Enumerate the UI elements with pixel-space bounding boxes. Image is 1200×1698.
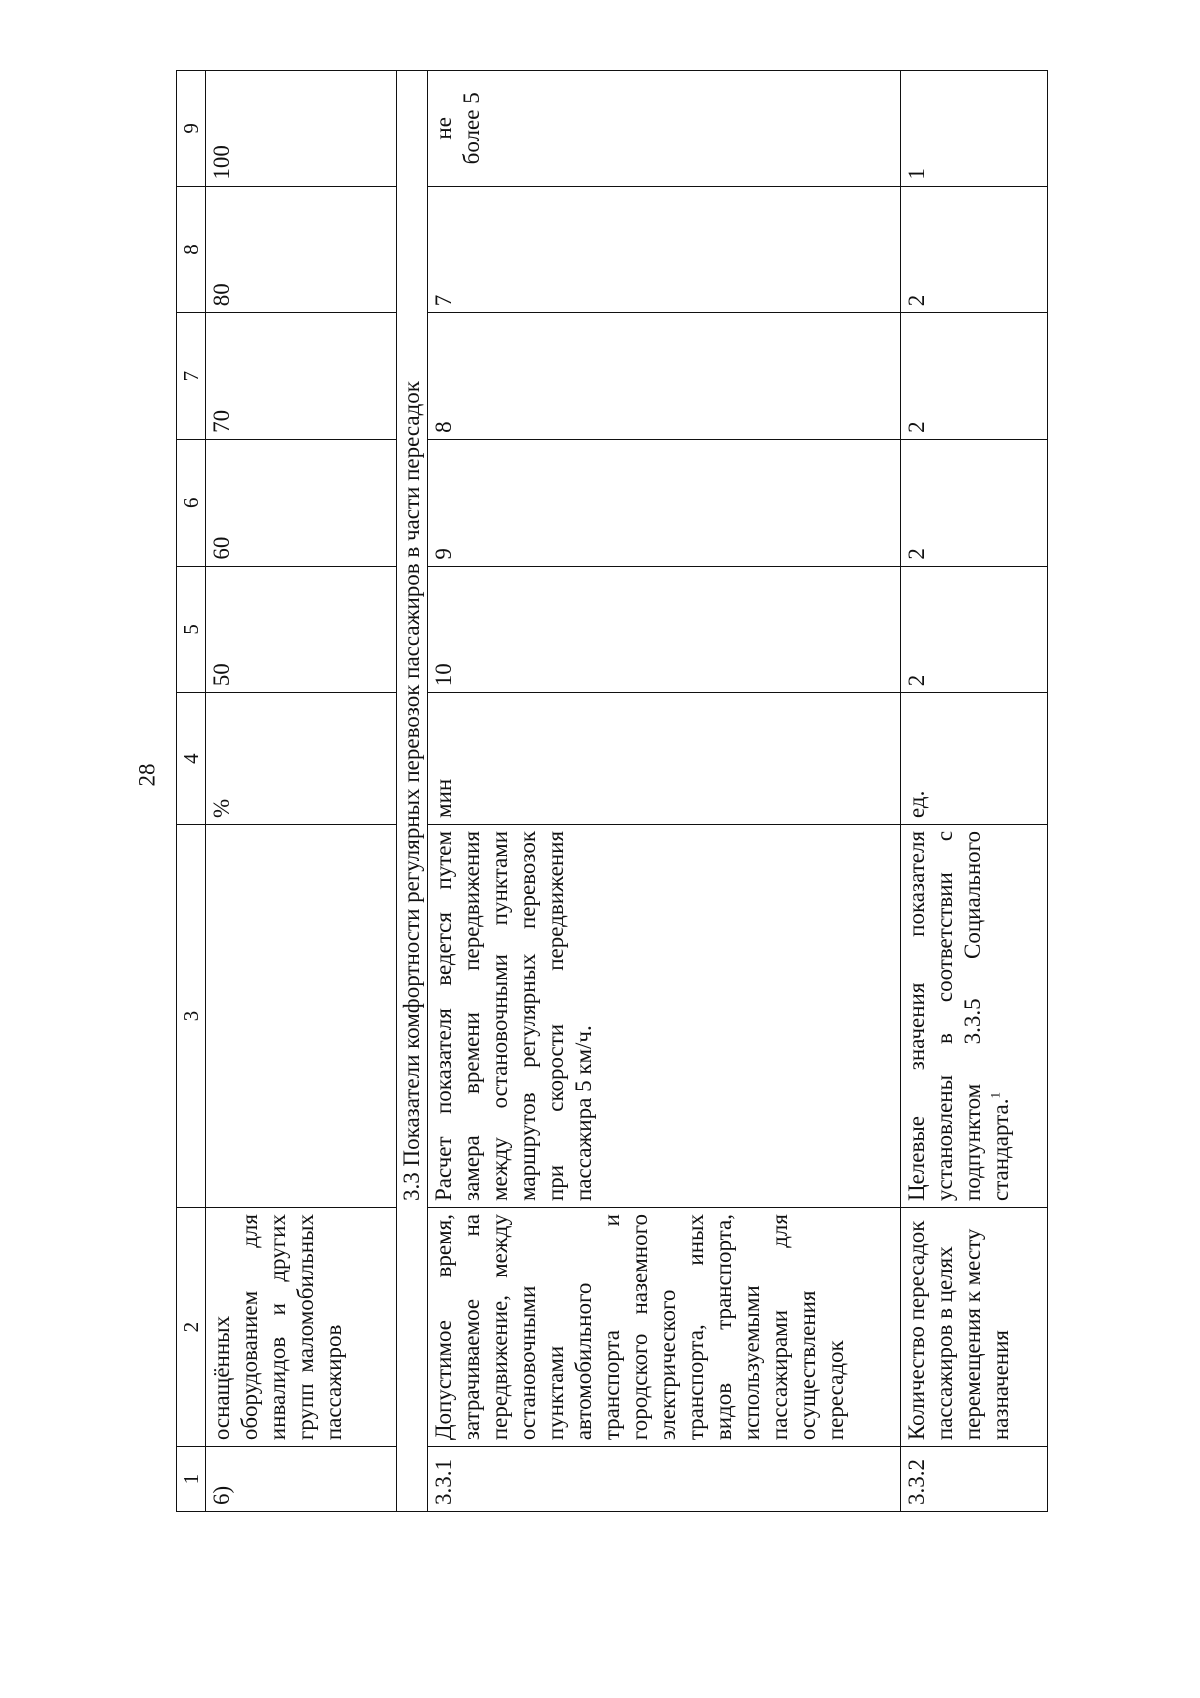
row-3-3-2-value-7: 2: [901, 313, 1048, 440]
row-3-3-2-method-last: стандарта.: [988, 1098, 1013, 1202]
row-3-3-1-method-line: Расчет показателя ведется путем: [431, 830, 456, 1202]
row-3-3-1-method-line: замера времени передвижения: [459, 830, 484, 1202]
row-3-3-1-name: [428, 1208, 901, 1447]
row-3-3-2-method-line: [987, 831, 1015, 1201]
row-3-3-1-value-6: 9: [428, 439, 901, 566]
row-3-3-1-name-line: осуществления: [795, 1290, 820, 1441]
row-6-value-9: 100: [206, 71, 397, 187]
row-3-3-2-value-9: 1: [901, 71, 1048, 187]
row-3-3-1-name-line: городского наземного: [627, 1214, 652, 1441]
row-6-unit: %: [206, 693, 397, 825]
row-3-3-1-name-line: видов транспорта,: [711, 1214, 736, 1441]
indicator-table-rotated: [176, 70, 1026, 1512]
row-3-3-1-name-line: пересадок: [823, 1340, 848, 1441]
row-3-3-1-value-7: 8: [428, 313, 901, 440]
row-3-3-1-method-line: пассажира 5 км/ч.: [571, 1025, 596, 1202]
row-3-3-2-method: [901, 824, 1048, 1207]
row-3-3-1-value-8: 7: [428, 186, 901, 313]
row-6-value-5: 50: [206, 566, 397, 693]
row-6-value-8: 80: [206, 186, 397, 313]
row-3-3-2-value-6: 2: [901, 439, 1048, 566]
column-number-row: [177, 71, 206, 1512]
row-6-value-6: 60: [206, 439, 397, 566]
col-number-1: 1: [177, 1447, 206, 1512]
col-number-5: 5: [177, 566, 206, 693]
col-number-3: 3: [177, 824, 206, 1207]
row-3-3-1-name-line: пунктами: [543, 1345, 568, 1441]
row-3-3-1-id: 3.3.1: [428, 1447, 901, 1512]
row-6-id: 6): [206, 1447, 397, 1512]
row-3-3-1-method-line: между остановочными пунктами: [487, 830, 512, 1202]
row-3-3-1-name-line: остановочными: [515, 1285, 540, 1441]
row-3-3-1-name-line: транспорта и: [599, 1214, 624, 1441]
row-3-3-1-name-line: затрачиваемое на: [459, 1214, 484, 1441]
row-3-3-1-name-line: Допустимое время,: [431, 1214, 456, 1441]
row-3-3-1-name-line: транспорта, иных: [683, 1214, 708, 1441]
row-6-method: [206, 824, 397, 1207]
row-6-name-line: оснащённых: [209, 1315, 234, 1441]
row-3-3-1-name-line: электрического: [655, 1289, 680, 1441]
row-3-3-1-unit: мин: [428, 693, 901, 825]
row-3-3-2-name: [901, 1208, 1048, 1447]
row-3-3-2-unit: ед.: [901, 693, 1048, 825]
row-3-3-2-id: 3.3.2: [901, 1447, 1048, 1512]
table-row-3-3-1: [428, 71, 901, 1512]
row-6-name-line: инвалидов и других: [265, 1214, 290, 1441]
row-3-3-2-name-line: перемещения к месту: [960, 1228, 985, 1441]
row-3-3-1-method-line: маршрутов регулярных перевозок: [515, 830, 540, 1202]
section-heading: 3.3 Показатели комфортности регулярных перевозок пассажиров в части пересадок: [397, 71, 428, 1512]
row-3-3-2-value-8: 2: [901, 186, 1048, 313]
row-3-3-2-name-line: Количество пересадок: [904, 1220, 929, 1441]
row-3-3-2-name-line: назначения: [988, 1329, 1013, 1441]
indicator-table: [176, 70, 1048, 1512]
row-3-3-1-value-9: [428, 71, 901, 187]
table-row-6: [206, 71, 397, 1512]
row-3-3-1-name-line: пассажирами для: [767, 1214, 792, 1441]
row-3-3-1-name-line: автомобильного: [571, 1282, 596, 1441]
table-row-3-3-2: [901, 71, 1048, 1512]
row-6-value-7: 70: [206, 313, 397, 440]
row-3-3-1-value-5: 10: [428, 566, 901, 693]
col-number-8: 8: [177, 186, 206, 313]
row-3-3-1-value-9-line: более 5: [459, 92, 484, 165]
footnote-mark: 1: [987, 1092, 1003, 1099]
col-number-7: 7: [177, 313, 206, 440]
row-3-3-1-name-line: используемыми: [739, 1285, 764, 1441]
page-number: 28: [134, 763, 160, 787]
section-heading-row: [397, 71, 428, 1512]
row-3-3-1-method: [428, 824, 901, 1207]
col-number-6: 6: [177, 439, 206, 566]
row-6-name: [206, 1208, 397, 1447]
row-3-3-1-name-line: передвижение, между: [487, 1214, 512, 1441]
row-3-3-2-name-line: пассажиров в целях: [932, 1246, 957, 1441]
col-number-9: 9: [177, 71, 206, 187]
row-3-3-1-method-line: при скорости передвижения: [543, 830, 568, 1202]
row-6-name-line: групп маломобильных: [293, 1214, 318, 1441]
row-6-name-line: пассажиров: [321, 1324, 346, 1441]
row-3-3-2-method-line: установлены в соответствии с: [932, 830, 957, 1202]
row-3-3-2-value-5: 2: [901, 566, 1048, 693]
row-3-3-1-value-9-line: не: [431, 117, 456, 140]
row-3-3-2-method-line: подпунктом 3.3.5 Социального: [960, 830, 985, 1202]
col-number-2: 2: [177, 1208, 206, 1447]
col-number-4: 4: [177, 693, 206, 825]
row-3-3-2-method-line: Целевые значения показателя: [904, 830, 929, 1202]
row-6-name-line: оборудованием для: [237, 1214, 262, 1441]
